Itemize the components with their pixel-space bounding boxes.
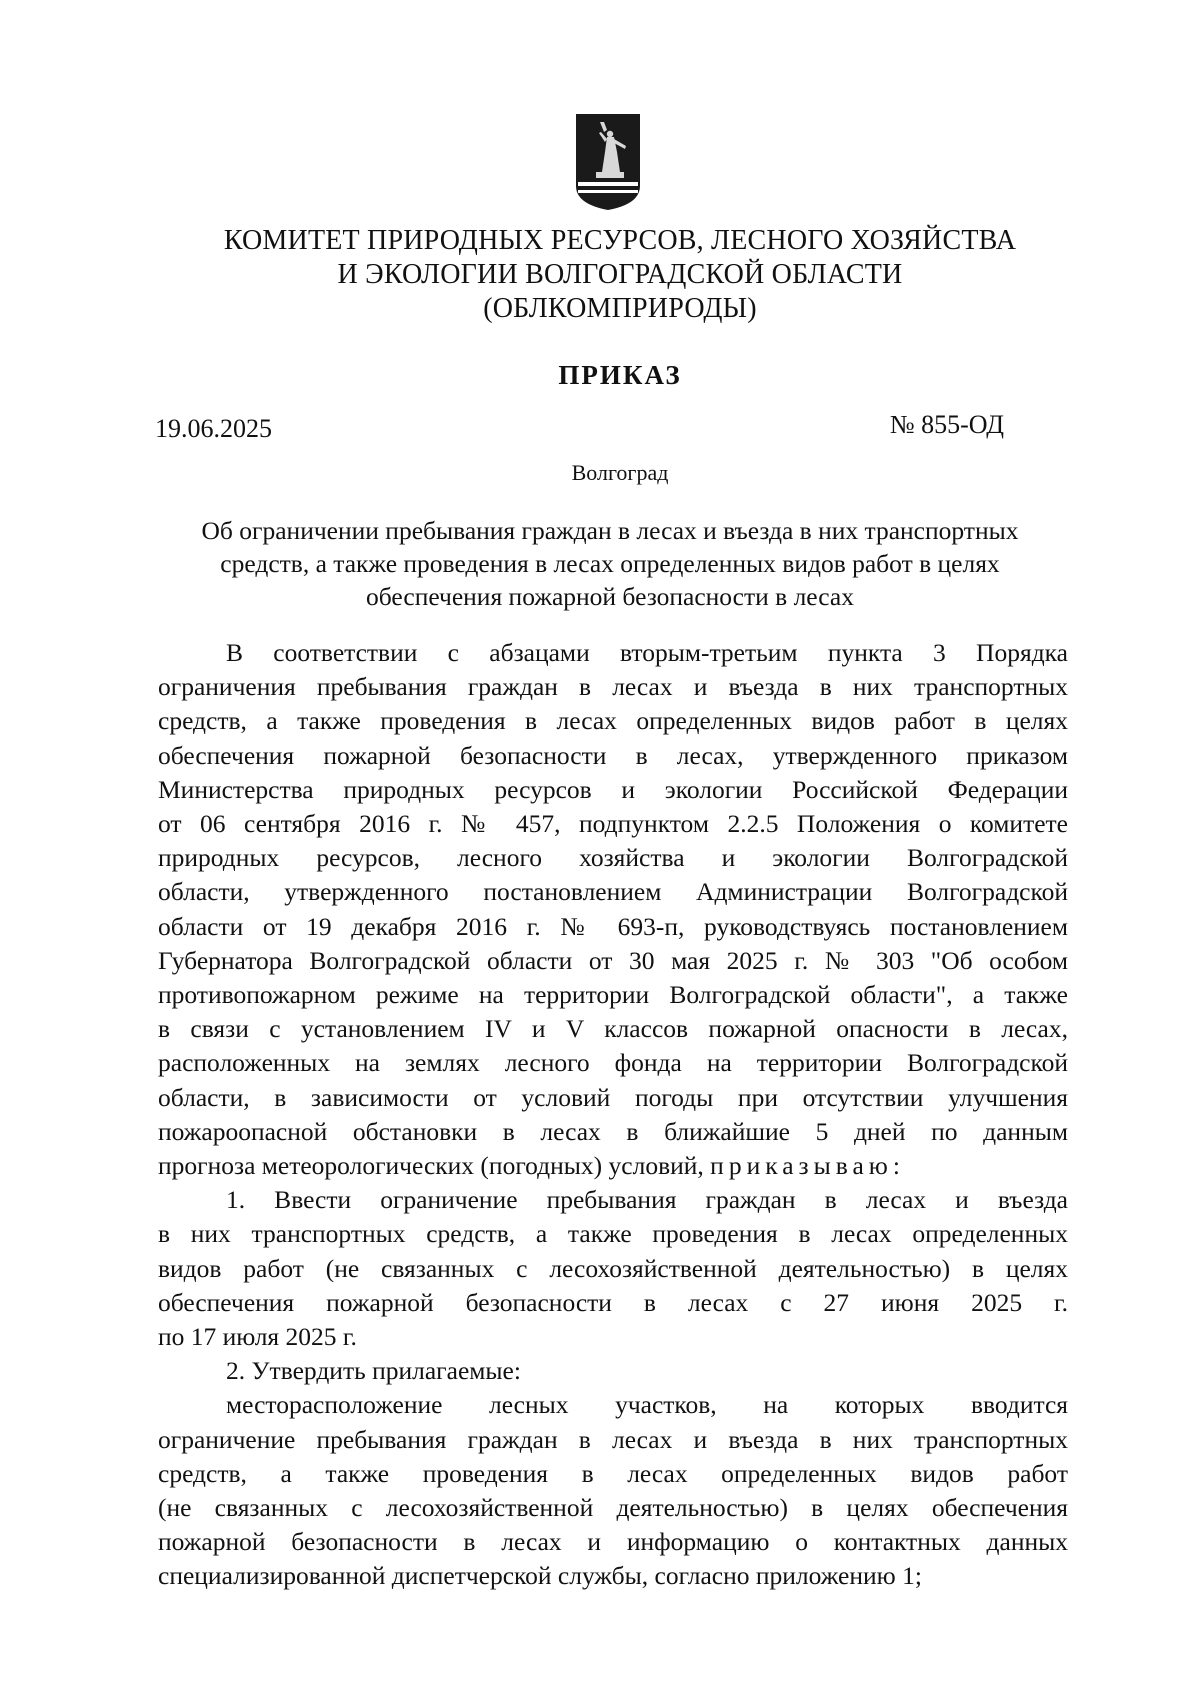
body-line: природных ресурсов, лесного хозяйства и экологии Волгоградской <box>158 843 1068 873</box>
body-line: области, утвержденного постановлением Администрации Волгоградской <box>158 877 1068 907</box>
document-date: 19.06.2025 <box>155 414 272 443</box>
organization-name-line: И ЭКОЛОГИИ ВОЛГОГРАДСКОЙ ОБЛАСТИ <box>337 259 903 290</box>
organization-name <box>150 224 1090 326</box>
body-line: области, в зависимости от условий погоды при отсутствии улучшения <box>158 1082 1068 1112</box>
body-line-text: прогноза метеорологических (погодных) условий, <box>158 1151 704 1181</box>
body-line: от 06 сентября 2016 г. № 457, подпунктом 2.2.5 Положения о комитете <box>158 809 1068 839</box>
body-line: Министерства природных ресурсов и экологии Российской Федерации <box>158 774 1068 804</box>
subject-line: Об ограничении пребывания граждан в лесах и въезда в них транспортных <box>201 516 1019 545</box>
organization-name-line: КОМИТЕТ ПРИРОДНЫХ РЕСУРСОВ, ЛЕСНОГО ХОЗЯЙСТВА <box>223 225 1017 256</box>
subject-line: обеспечения пожарной безопасности в лесах <box>366 582 854 611</box>
body-line: Губернатора Волгоградской области от 30 мая 2025 г. № 303 "Об особом <box>158 945 1068 975</box>
body-line: видов работ (не связанных с лесохозяйственной деятельностью) в целях <box>158 1253 1068 1283</box>
document-body <box>158 636 1068 1594</box>
volgograd-coat-of-arms-emblem <box>574 112 642 212</box>
body-line: средств, а также проведения в лесах определенных видов работ <box>158 1458 1068 1488</box>
body-line: средств, а также проведения в лесах определенных видов работ в целях <box>158 706 1068 736</box>
body-line: в них транспортных средств, а также проведения в лесах определенных <box>158 1219 1068 1249</box>
body-line: области от 19 декабря 2016 г. № 693-п, руководствуясь постановлением <box>158 911 1068 941</box>
body-line: по 17 июля 2025 г. <box>158 1322 357 1352</box>
organization-name-line: (ОБЛКОМПРИРОДЫ) <box>483 293 757 324</box>
body-line: 1. Ввести ограничение пребывания граждан в лесах и въезда <box>226 1185 1068 1215</box>
body-line: обеспечения пожарной безопасности в лесах, утвержденного приказом <box>158 740 1068 770</box>
body-line: противопожарном режиме на территории Волгоградской области", а также <box>158 980 1068 1010</box>
body-line: пожароопасной обстановки в лесах в ближайшие 5 дней по данным <box>158 1116 1068 1146</box>
body-line: специализированной диспетчерской службы, согласно приложению 1; <box>158 1561 922 1591</box>
body-line: пожарной безопасности в лесах и информацию о контактных данных <box>158 1527 1068 1557</box>
body-line: месторасположение лесных участков, на которых вводится <box>226 1390 1068 1420</box>
body-line-with-order-word <box>158 1149 1068 1183</box>
subject-line: средств, а также проведения в лесах определенных видов работ в целях <box>220 549 1000 578</box>
order-word: приказываю: <box>710 1151 905 1181</box>
body-line: обеспечения пожарной безопасности в лесах с 27 июня 2025 г. <box>158 1287 1068 1317</box>
document-type-title: ПРИКАЗ <box>558 360 682 390</box>
body-line: В соответствии с абзацами вторым-третьим пункта 3 Порядка <box>226 638 1068 667</box>
body-line: расположенных на землях лесного фонда на территории Волгоградской <box>158 1048 1068 1078</box>
body-line: в связи с установлением IV и V классов пожарной опасности в лесах, <box>158 1014 1068 1044</box>
body-line: ограничение пребывания граждан в лесах и въезда в них транспортных <box>158 1424 1068 1454</box>
body-line: (не связанных с лесохозяйственной деятельностью) в целях обеспечения <box>158 1493 1068 1523</box>
body-line: 2. Утвердить прилагаемые: <box>226 1356 521 1386</box>
document-number: № 855-ОД <box>889 410 1004 439</box>
body-line: ограничения пребывания граждан в лесах и въезда в них транспортных <box>158 672 1068 702</box>
document-city: Волгоград <box>571 460 669 485</box>
document-subject <box>150 514 1070 613</box>
